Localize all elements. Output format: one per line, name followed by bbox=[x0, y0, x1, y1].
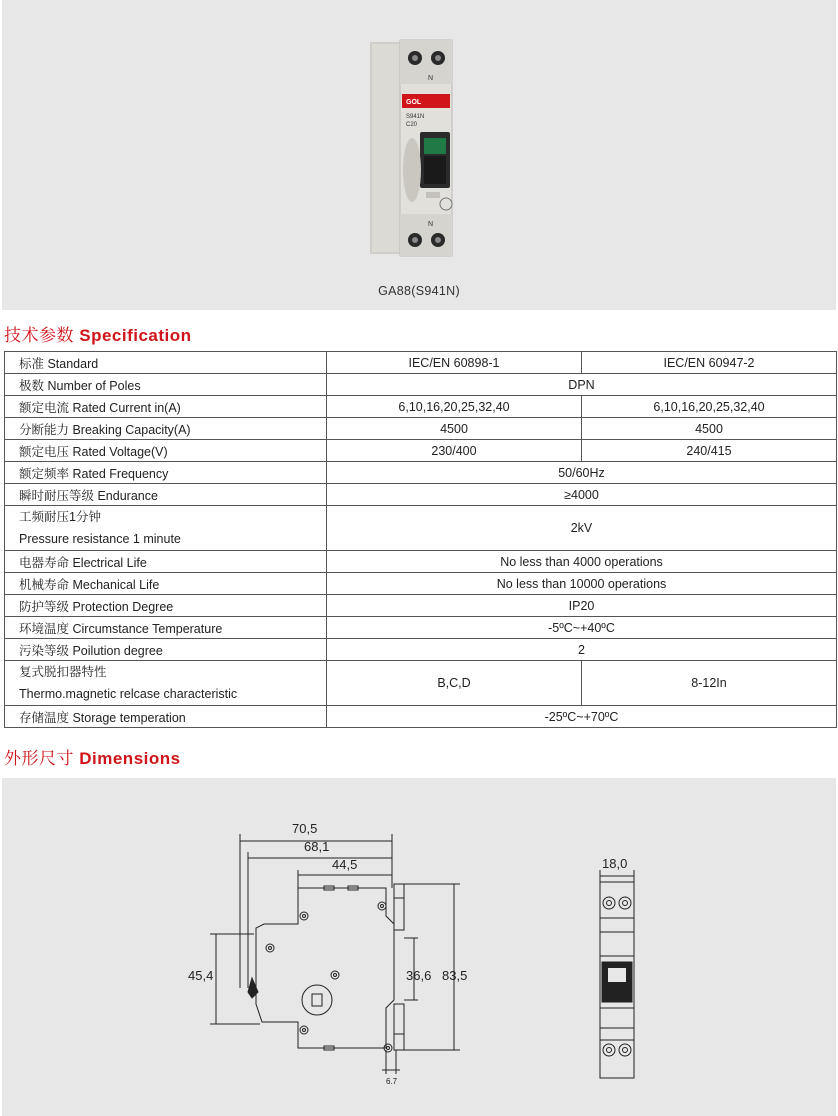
spec-value: -5ºC~+40ºC bbox=[327, 617, 837, 639]
spec-row bbox=[5, 352, 837, 374]
spec-row bbox=[5, 484, 837, 506]
spec-label bbox=[5, 661, 327, 706]
spec-value: 4500 bbox=[582, 418, 837, 440]
spec-label: 机械寿命 Mechanical Life bbox=[5, 573, 327, 595]
spec-label: 标准 Standard bbox=[5, 352, 327, 374]
spec-row bbox=[5, 418, 837, 440]
spec-heading-cn: 技术参数 bbox=[4, 326, 74, 345]
spec-value: No less than 10000 operations bbox=[327, 573, 837, 595]
dim-45-4: 45,4 bbox=[188, 968, 214, 983]
spec-label: 额定频率 Rated Frequency bbox=[5, 462, 327, 484]
front-view bbox=[600, 856, 634, 1078]
dim-83-5: 83,5 bbox=[442, 968, 468, 983]
spec-value: 2 bbox=[327, 639, 837, 661]
spec-label: 污染等级 Poilution degree bbox=[5, 639, 327, 661]
spec-heading bbox=[4, 321, 192, 346]
spec-value: 50/60Hz bbox=[327, 462, 837, 484]
spec-row bbox=[5, 661, 837, 706]
dimension-drawing-panel bbox=[2, 778, 836, 1116]
spec-value: No less than 4000 operations bbox=[327, 551, 837, 573]
spec-value: IEC/EN 60947-2 bbox=[582, 352, 837, 374]
dim-44-5: 44,5 bbox=[332, 857, 358, 872]
product-caption: GA88(S941N) bbox=[378, 284, 460, 298]
dim-heading-en: Dimensions bbox=[79, 749, 181, 768]
spec-row bbox=[5, 617, 837, 639]
spec-label-line: Pressure resistance 1 minute bbox=[19, 532, 181, 546]
dim-heading-cn: 外形尺寸 bbox=[4, 749, 74, 768]
spec-value: -25ºC~+70ºC bbox=[327, 706, 837, 728]
dim-68-1: 68,1 bbox=[304, 839, 330, 854]
svg-text:N: N bbox=[428, 221, 434, 228]
spec-value: IP20 bbox=[327, 595, 837, 617]
spec-value: IEC/EN 60898-1 bbox=[327, 352, 582, 374]
brand-mark: GOL bbox=[406, 99, 422, 106]
product-photo-panel bbox=[2, 0, 836, 310]
spec-value: 6,10,16,20,25,32,40 bbox=[327, 396, 582, 418]
rating-mark: C20 bbox=[406, 122, 418, 128]
spec-table bbox=[4, 351, 837, 728]
spec-label: 额定电压 Rated Voltage(V) bbox=[5, 440, 327, 462]
spec-row bbox=[5, 639, 837, 661]
spec-value: 6,10,16,20,25,32,40 bbox=[582, 396, 837, 418]
spec-table-body bbox=[5, 352, 837, 728]
spec-label-line: 工频耐压1分钟 bbox=[19, 510, 101, 524]
spec-row bbox=[5, 506, 837, 551]
spec-label: 存储温度 Storage temperation bbox=[5, 706, 327, 728]
spec-label: 瞬时耐压等级 Endurance bbox=[5, 484, 327, 506]
spec-value: 230/400 bbox=[327, 440, 582, 462]
spec-label: 极数 Number of Poles bbox=[5, 374, 327, 396]
spec-row bbox=[5, 706, 837, 728]
spec-row bbox=[5, 462, 837, 484]
spec-label bbox=[5, 506, 327, 551]
side-view bbox=[188, 821, 467, 1086]
spec-value: 4500 bbox=[327, 418, 582, 440]
spec-value: 2kV bbox=[327, 506, 837, 551]
spec-label: 额定电流 Rated Current in(A) bbox=[5, 396, 327, 418]
spec-label-line: 复式脱扣器特性 bbox=[19, 665, 107, 679]
spec-row bbox=[5, 595, 837, 617]
spec-heading-en: Specification bbox=[79, 326, 192, 345]
svg-text:N: N bbox=[428, 75, 434, 82]
dim-6-7: 6.7 bbox=[386, 1077, 398, 1086]
spec-label: 电器寿命 Electrical Life bbox=[5, 551, 327, 573]
dim-70-5: 70,5 bbox=[292, 821, 318, 836]
spec-label: 防护等级 Protection Degree bbox=[5, 595, 327, 617]
breaker-photo bbox=[2, 0, 836, 284]
spec-row bbox=[5, 551, 837, 573]
spec-label: 环境温度 Circumstance Temperature bbox=[5, 617, 327, 639]
spec-label-line: Thermo.magnetic relcase characteristic bbox=[19, 687, 238, 701]
spec-label: 分断能力 Breaking Capacity(A) bbox=[5, 418, 327, 440]
dim-heading bbox=[4, 744, 181, 769]
spec-value: 240/415 bbox=[582, 440, 837, 462]
spec-row bbox=[5, 396, 837, 418]
model-mark: S941N bbox=[406, 114, 425, 120]
spec-row bbox=[5, 440, 837, 462]
dimension-drawing bbox=[2, 778, 836, 1116]
spec-value: 8-12In bbox=[582, 661, 837, 706]
spec-value: ≥4000 bbox=[327, 484, 837, 506]
spec-row bbox=[5, 374, 837, 396]
spec-value: DPN bbox=[327, 374, 837, 396]
dim-18-0: 18,0 bbox=[602, 856, 628, 871]
dim-36-6: 36,6 bbox=[406, 968, 432, 983]
spec-row bbox=[5, 573, 837, 595]
spec-value: B,C,D bbox=[327, 661, 582, 706]
